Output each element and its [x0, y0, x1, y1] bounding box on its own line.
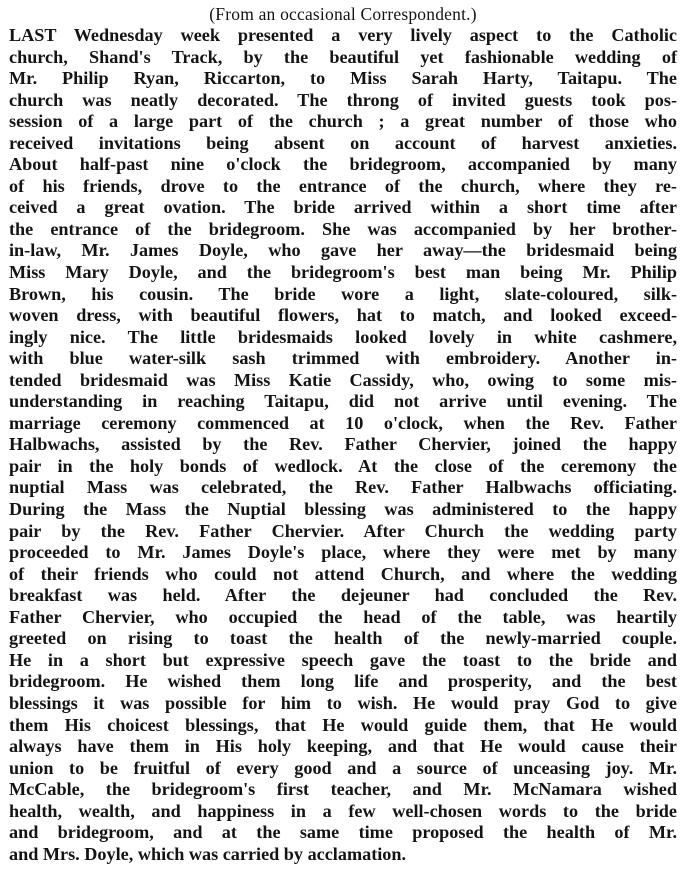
text-line: He in a short but expressive speech gave the toast to the bride and: [9, 649, 677, 670]
text-line: of their friends who could not attend Church, and where the wedding: [9, 563, 677, 584]
text-line: received invitations being absent on account of harvest anxieties.: [9, 132, 677, 153]
text-line: ingly nice. The little bridesmaids looked lovely in white cashmere,: [9, 326, 677, 347]
text-line: union to be fruitful of every good and a source of unceasing joy. Mr.: [9, 757, 677, 778]
text-line: greeted on rising to toast the health of the newly-married couple.: [9, 628, 677, 649]
text-line: Mr. Philip Ryan, Riccarton, to Miss Sarah Harty, Taitapu. The: [9, 68, 677, 89]
text-line: with blue water-silk sash trimmed with embroidery. Another in-: [9, 348, 677, 369]
text-line: McCable, the bridegroom's first teacher, and Mr. McNamara wished: [9, 779, 677, 800]
text-line: and bridegroom, and at the same time proposed the health of Mr.: [9, 822, 677, 843]
text-line: church, Shand's Track, by the beautiful yet fashionable wedding of: [9, 46, 677, 67]
text-line: the entrance of the bridegroom. She was accompanied by her brother-: [9, 218, 677, 239]
text-line: ceived a great ovation. The bride arrived within a short time after: [9, 197, 677, 218]
text-line: blessings it was possible for him to wish. He would pray God to give: [9, 692, 677, 713]
text-line: Halbwachs, assisted by the Rev. Father Chervier, joined the happy: [9, 434, 677, 455]
text-line: bridegroom. He wished them long life and prosperity, and the best: [9, 671, 677, 692]
text-line: Miss Mary Doyle, and the bridegroom's best man being Mr. Philip: [9, 262, 677, 283]
text-line: session of a large part of the church ; a great number of those who: [9, 111, 677, 132]
text-line: proceeded to Mr. James Doyle's place, where they were met by many: [9, 542, 677, 563]
text-line: pair by the Rev. Father Chervier. After Church the wedding party: [9, 520, 677, 541]
text-line: Father Chervier, who occupied the head of the table, was heartily: [9, 606, 677, 627]
text-line: About half-past nine o'clock the bridegroom, accompanied by many: [9, 154, 677, 175]
article-body: [9, 25, 677, 865]
text-line: marriage ceremony commenced at 10 o'clock, when the Rev. Father: [9, 412, 677, 433]
text-line: and Mrs. Doyle, which was carried by acclamation.: [9, 843, 407, 864]
text-line: always have them in His holy keeping, and that He would cause their: [9, 736, 677, 757]
text-line: During the Mass the Nuptial blessing was administered to the happy: [9, 499, 677, 520]
text-line: Brown, his cousin. The bride wore a light, slate-coloured, silk-: [9, 283, 677, 304]
text-line: pair in the holy bonds of wedlock. At the close of the ceremony the: [9, 455, 677, 476]
text-line: LAST Wednesday week presented a very lively aspect to the Catholic: [9, 25, 677, 45]
text-line: woven dress, with beautiful flowers, hat to match, and looked exceed-: [9, 305, 677, 326]
text-line: nuptial Mass was celebrated, the Rev. Father Halbwachs officiating.: [9, 477, 677, 498]
text-line: health, wealth, and happiness in a few well-chosen words to the bride: [9, 800, 677, 821]
text-line: church was neatly decorated. The throng of invited guests took pos-: [9, 89, 677, 110]
text-line: of his friends, drove to the entrance of the church, where they re-: [9, 175, 677, 196]
text-line: breakfast was held. After the dejeuner had concluded the Rev.: [9, 585, 677, 606]
text-line: them His choicest blessings, that He would guide them, that He would: [9, 714, 677, 735]
text-line: tended bridesmaid was Miss Katie Cassidy, who, owing to some mis-: [9, 369, 677, 390]
text-line: understanding in reaching Taitapu, did not arrive until evening. The: [9, 391, 677, 412]
text-line: in-law, Mr. James Doyle, who gave her away—the bridesmaid being: [9, 240, 677, 261]
article-byline: (From an occasional Correspondent.): [209, 4, 477, 24]
